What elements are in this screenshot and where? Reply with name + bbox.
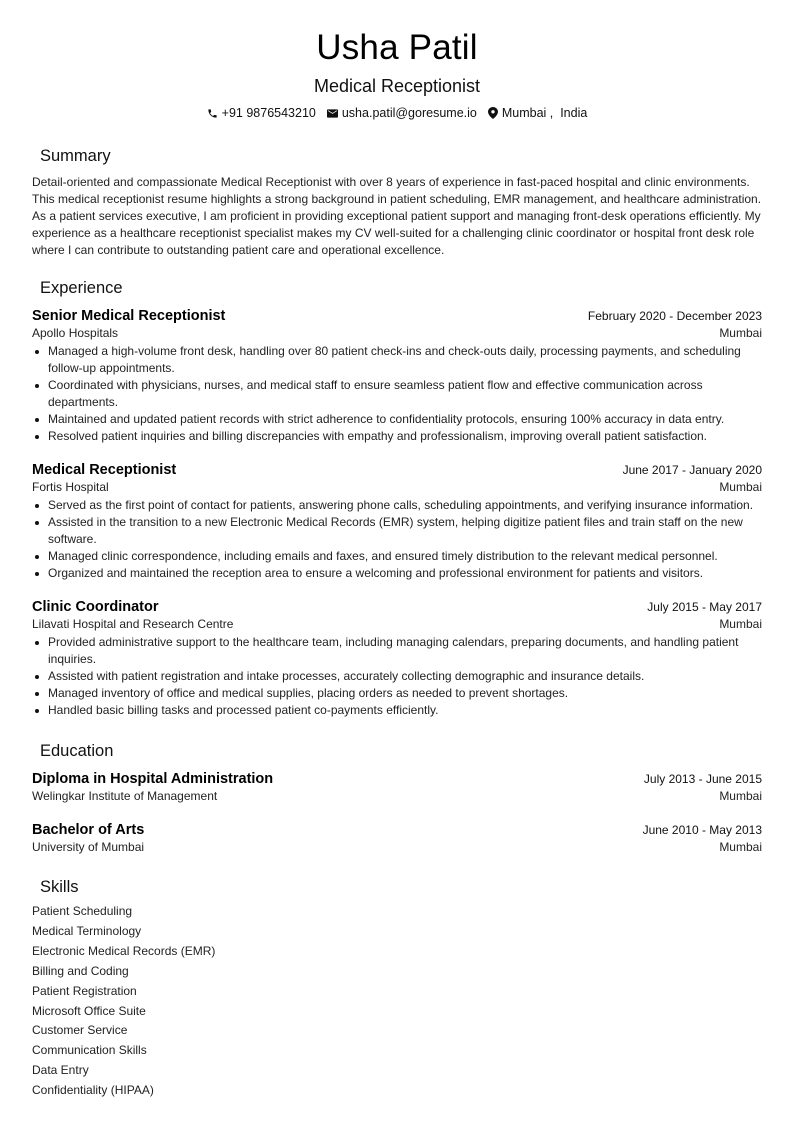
degree-title: Bachelor of Arts (32, 822, 145, 838)
job-title: Medical Receptionist (32, 462, 177, 478)
experience-entry (32, 461, 762, 582)
candidate-role: Medical Receptionist (313, 76, 481, 96)
job-bullets (32, 497, 762, 582)
contact-phone[interactable] (207, 105, 316, 121)
experience-heading: Experience (40, 279, 123, 297)
experience-entry (32, 307, 762, 445)
job-employer: Apollo Hospitals (32, 326, 119, 340)
education-heading: Education (40, 742, 114, 760)
phone-text: +91 9876543210 (221, 106, 316, 120)
email-icon (327, 109, 338, 118)
degree-title: Diploma in Hospital Administration (32, 771, 274, 787)
location-pin-icon (488, 107, 498, 119)
candidate-name: Usha Patil (316, 28, 478, 67)
list-item: Handled basic billing tasks and processed patient co-payments efficiently. (48, 702, 762, 719)
skill-item: Patient Scheduling (32, 904, 133, 918)
list-item: Managed a high-volume front desk, handling over 80 patient check-ins and check-outs daily, processing payments, and scheduling follow-up appointments. (48, 343, 762, 377)
skill-item: Customer Service (32, 1023, 128, 1038)
list-item: Assisted with patient registration and intake processes, accurately collecting demographic and insurance details. (48, 668, 762, 685)
school-name: Welingkar Institute of Management (32, 789, 218, 803)
summary-text: Detail-oriented and compassionate Medical Receptionist with over 8 years of experience in fast-paced hospital and clinic environments. This medical receptionist resume highlights a strong background in patient scheduling, EMR management, and healthcare administration. As a patient services executive, I am proficient in providing exceptional patient support and managing front-desk operations efficiently. My experience as a healthcare receptionist specialist makes my CV well-suited for a challenging clinic coordinator or hospital front desk role where I can contribute to outstanding patient care and operational excellence. (32, 175, 762, 257)
education-dates: July 2013 - June 2015 (643, 772, 762, 786)
skills-list (32, 902, 215, 1101)
experience-entry (32, 598, 762, 719)
education-dates: June 2010 - May 2013 (642, 823, 762, 837)
list-item: Resolved patient inquiries and billing discrepancies with empathy and professionalism, improving overall patient satisfaction. (48, 428, 762, 445)
skill-item: Microsoft Office Suite (32, 1003, 146, 1018)
school-name: University of Mumbai (32, 840, 145, 854)
list-item: Assisted in the transition to a new Electronic Medical Records (EMR) system, helping digitize patient files and train staff on the new software. (48, 514, 762, 548)
list-item: Provided administrative support to the healthcare team, including managing calendars, preparing documents, and handling patient inquiries. (48, 634, 762, 668)
skills-heading: Skills (40, 878, 79, 896)
location-text: Mumbai , India (501, 106, 588, 120)
job-bullets (32, 343, 762, 445)
skill-item: Electronic Medical Records (EMR) (32, 943, 216, 958)
job-location: Mumbai (719, 480, 762, 494)
contact-bar (0, 105, 794, 121)
contact-location (488, 105, 587, 121)
job-location: Mumbai (719, 326, 762, 340)
job-title: Clinic Coordinator (32, 599, 159, 615)
skill-item: Data Entry (32, 1063, 89, 1078)
job-dates: July 2015 - May 2017 (647, 600, 762, 614)
list-item: Managed inventory of office and medical supplies, placing orders as needed to prevent shortages. (48, 685, 762, 702)
job-title: Senior Medical Receptionist (32, 308, 226, 324)
job-location: Mumbai (719, 617, 762, 631)
contact-email[interactable] (327, 105, 477, 121)
job-employer: Fortis Hospital (32, 480, 109, 494)
list-item: Managed clinic correspondence, including emails and faxes, and ensured timely distribution to the relevant medical personnel. (48, 548, 762, 565)
skill-item: Confidentiality (HIPAA) (32, 1083, 154, 1098)
school-location: Mumbai (719, 789, 762, 803)
list-item: Served as the first point of contact for patients, answering phone calls, scheduling appointments, and verifying insurance information. (48, 497, 762, 514)
job-dates: June 2017 - January 2020 (622, 463, 762, 477)
list-item: Organized and maintained the reception area to ensure a welcoming and professional environment for patients and visitors. (48, 565, 762, 582)
skill-item: Patient Registration (32, 983, 137, 998)
phone-icon (207, 108, 218, 119)
list-item: Coordinated with physicians, nurses, and medical staff to ensure seamless patient flow and effective communication across departments. (48, 377, 762, 411)
school-location: Mumbai (719, 840, 762, 854)
email-text: usha.patil@goresume.io (341, 106, 477, 120)
list-item: Maintained and updated patient records with strict adherence to confidentiality protocols, ensuring 100% accuracy in data entry. (48, 411, 762, 428)
resume-header (0, 28, 794, 121)
job-dates: February 2020 - December 2023 (587, 309, 762, 323)
education-entry (32, 770, 762, 804)
job-employer: Lilavati Hospital and Research Centre (32, 617, 234, 631)
skill-item: Communication Skills (32, 1043, 147, 1058)
job-bullets (32, 634, 762, 719)
skill-item: Billing and Coding (32, 963, 129, 978)
education-entry (32, 821, 762, 855)
skill-item: Medical Terminology (32, 923, 142, 938)
summary-heading: Summary (40, 147, 111, 165)
